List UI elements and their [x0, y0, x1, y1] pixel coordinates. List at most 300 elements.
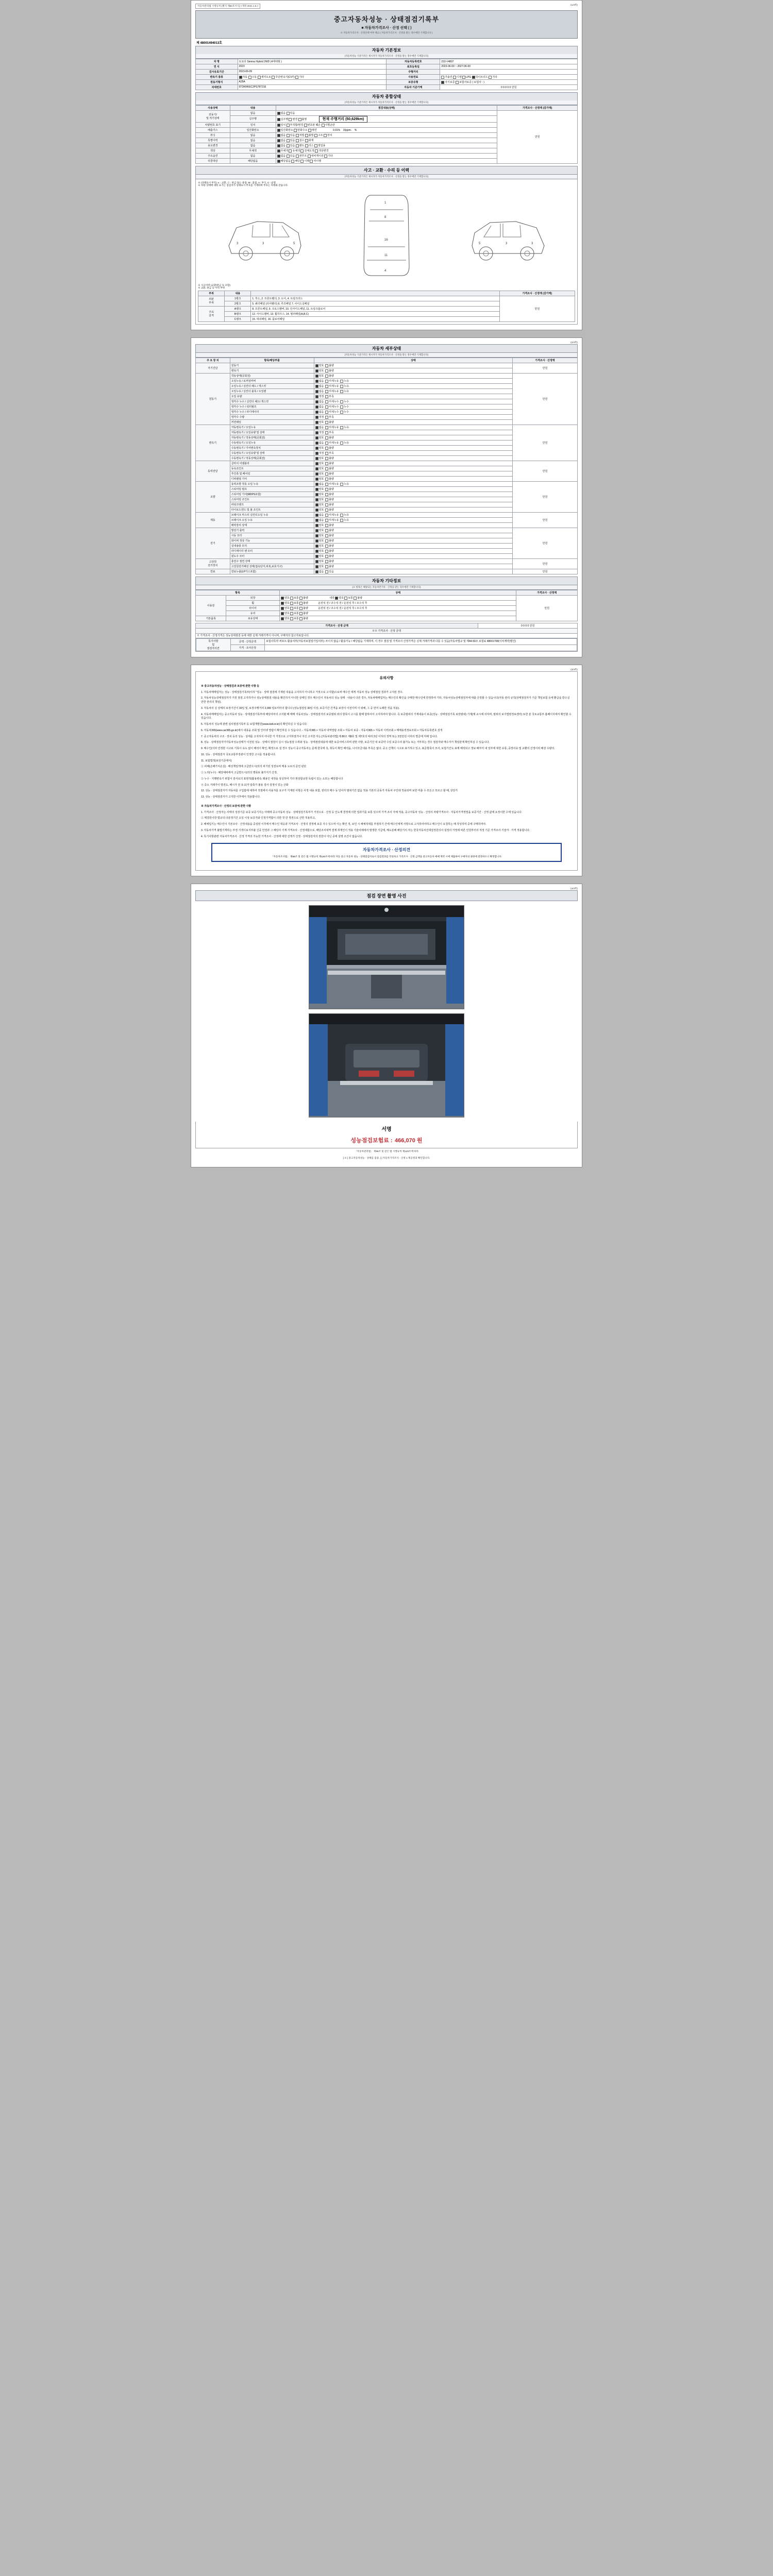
- checkbox-glass-bad[interactable]: [299, 612, 303, 615]
- checkbox-warranty-ins[interactable]: [456, 81, 459, 84]
- checkbox-7-1-1[interactable]: [325, 565, 328, 568]
- checkbox-special-flood[interactable]: [296, 139, 299, 142]
- label-holding: 보유상태: [226, 616, 280, 621]
- option-label: 미세누유: [329, 379, 339, 383]
- parts-rank-2: 5. 쿼터패널 (리어휀더) 6. 루프패널 7. 사이드실패널: [251, 301, 499, 306]
- checkbox-ext-good[interactable]: [281, 597, 284, 600]
- inspection-photo-1: [309, 905, 464, 1009]
- checkbox-7-0-0[interactable]: [315, 560, 318, 563]
- checkbox-6-1-0[interactable]: [315, 534, 318, 537]
- label-transmission: 변속기 종류: [196, 74, 238, 79]
- checkbox-1-1-2[interactable]: [340, 380, 343, 383]
- opt-trans-cvt: 무단변속기(CVT): [275, 75, 295, 79]
- detail-group-6: 전기: [196, 528, 230, 558]
- label-usechange-group: 용도변경: [196, 143, 230, 148]
- checkbox-6-4-1[interactable]: [325, 550, 328, 553]
- checkbox-recall-yes[interactable]: [291, 160, 294, 163]
- detail-price-cell: 만원: [513, 461, 578, 481]
- checkbox-tire-bad[interactable]: [299, 607, 303, 610]
- checkbox-tire-good[interactable]: [281, 607, 284, 610]
- checkbox-3-0-0[interactable]: [315, 462, 318, 465]
- etc-table: [195, 590, 578, 621]
- value-base-price: 0 0 0 0 0 만원: [440, 84, 578, 90]
- checkbox-trans-etc[interactable]: [295, 76, 298, 79]
- page-indicator-3: (3/4쪽): [570, 668, 578, 671]
- notice-paragraph: 2. 자동차성능상태점검자가 거짓 점검 고지하거나 성능상태점검 내용을 확인하지 아니한 상태인 경우 매수인이 자동차의 성능 상태 · 내용이 다른 경우, 자동차매매업자는 매수인의 확인을 구매한 매수인에 한정하여 기타, 자동차성능상태점검자에 대출 산정할 수 있습니다(자동 관리 규칙(상태점검자가 기준 책임보험 등에 환급을 받으실만한 권리의 책임).: [201, 697, 570, 704]
- checkbox-3-1-1[interactable]: [325, 467, 328, 470]
- label-odometer: 실주행: [230, 115, 276, 122]
- checkbox-hold-normal[interactable]: [290, 617, 293, 620]
- notice-items-2: [201, 811, 572, 839]
- detail-table: [195, 358, 578, 574]
- detail-part-label: 수동변속기 / 오일누유: [230, 440, 314, 445]
- checkbox-7-1-0[interactable]: [315, 565, 318, 568]
- value-tire: 양호 보통 불량 운전석 전 / 조수석 전 / 운전석 후 / 조수석 후: [280, 605, 516, 611]
- detail-part-label: 동력조향 작동 오일 누유: [230, 481, 314, 486]
- checkbox-5-1-0[interactable]: [315, 519, 318, 522]
- checkbox-opt-yes[interactable]: [287, 155, 290, 158]
- checkbox-2-0-0[interactable]: [315, 426, 318, 429]
- detail-part-label: 원동기: [230, 363, 314, 368]
- overall-band-sub: (자동차성능 기준가격은 제시자가 자동차가격조사 · 산정을 받는 경우에만 기재합니다): [195, 100, 578, 105]
- checkbox-5-2-1[interactable]: [325, 524, 328, 527]
- accident-diagram: [195, 179, 578, 325]
- checkbox-1-1-1[interactable]: [325, 380, 328, 383]
- checkbox-co[interactable]: [277, 129, 280, 132]
- checkbox-1-6-1[interactable]: [325, 405, 328, 409]
- option-label: 양호: [318, 549, 324, 553]
- label-fuel: 사용연료: [386, 74, 440, 79]
- option-label: 미세누수: [329, 405, 339, 409]
- checkbox-use-biz[interactable]: [314, 144, 317, 147]
- option-label: 불량: [329, 565, 334, 568]
- checkbox-2-5-0[interactable]: [315, 452, 318, 455]
- option-label: 누유: [344, 384, 349, 388]
- detail-part-label: 냉각수 누수 / 워터펌프: [230, 404, 314, 409]
- checkbox-0-0-1[interactable]: [325, 364, 328, 367]
- checkbox-use-rent[interactable]: [296, 144, 299, 147]
- notice-items: [201, 691, 572, 800]
- option-label: 누유: [344, 389, 349, 393]
- checkbox-6-3-1[interactable]: [325, 545, 328, 548]
- checkbox-hc[interactable]: [294, 129, 297, 132]
- svg-text:3: 3: [505, 242, 507, 245]
- checkbox-odo-real[interactable]: [277, 118, 280, 121]
- checkbox-4-3-0[interactable]: [315, 498, 318, 501]
- group-main-frame: 주요 골격: [198, 306, 225, 321]
- checkbox-1-3-1[interactable]: [325, 390, 328, 393]
- notice-paragraph: 4. 특기사항관련 자동차가격조사 · 산정 가격의 가능한 가격조사 · 산정에 대한 진액가 산정 · 상태점검자의 권한이 아닌 중에 설명 조건이 없습니다.: [201, 835, 363, 838]
- detail-part-label: 브레이크 마스터 실린더오일 누유: [230, 512, 314, 517]
- checkbox-recall-undone[interactable]: [310, 160, 313, 163]
- opt-fuel-diesel: 디젤: [457, 75, 462, 79]
- option-label: 없음: [318, 379, 324, 383]
- checkbox-use-lease[interactable]: [305, 144, 308, 147]
- detail-state-cell: [314, 440, 512, 445]
- checkbox-1-0-1[interactable]: [325, 375, 328, 378]
- checkbox-1-2-0[interactable]: [315, 385, 318, 388]
- detail-part-label: 브레이크 오일 누유: [230, 517, 314, 522]
- label-color-group: 색상: [196, 148, 230, 153]
- value-transmission: [238, 74, 386, 79]
- checkbox-2-2-1[interactable]: [325, 436, 328, 439]
- checkbox-leak-none[interactable]: [277, 112, 280, 115]
- label-vin: 차대번호: [196, 84, 238, 90]
- checkbox-odo-change[interactable]: [289, 118, 292, 121]
- detail-part-label: 클러치 어셈블리: [230, 461, 314, 466]
- remark-table: [196, 638, 577, 651]
- detail-part-label: 수동변속기 / 기어변속장치: [230, 445, 314, 450]
- option-label: 불량: [329, 503, 334, 506]
- opt-trans-manual: 수동: [251, 75, 257, 79]
- checkbox-1-9-1[interactable]: [325, 421, 328, 424]
- option-label: 불량: [329, 560, 334, 563]
- col-part-names: [251, 291, 499, 296]
- checkbox-6-1-1[interactable]: [325, 534, 328, 537]
- option-label: 없음: [318, 410, 324, 414]
- checkbox-4-0-1[interactable]: [325, 483, 328, 486]
- option-label: 없음: [318, 441, 324, 445]
- checkbox-color-full[interactable]: [300, 149, 304, 152]
- checkbox-opt-sunroof[interactable]: [296, 155, 299, 158]
- checkbox-3-2-0[interactable]: [315, 472, 318, 476]
- checkbox-4-2-0[interactable]: [315, 493, 318, 496]
- svg-text:8: 8: [384, 215, 386, 219]
- checkbox-wheel-good[interactable]: [281, 602, 284, 605]
- detail-state-cell: [314, 548, 512, 553]
- detail-state-cell: [314, 564, 512, 569]
- opt-trans-auto: 자동: [242, 75, 248, 79]
- checkbox-2-0-1[interactable]: [325, 426, 328, 429]
- car-top-view-diagram: [356, 189, 417, 282]
- option-label: 양호: [318, 477, 324, 481]
- option-label: 미세누유: [329, 482, 339, 486]
- detail-part-label: 자동변속기 / 작동상태(공회전): [230, 435, 314, 440]
- checkbox-use-yes[interactable]: [287, 144, 290, 147]
- checkbox-8-0-0[interactable]: [315, 570, 318, 573]
- detail-state-cell: [314, 414, 512, 419]
- accident-band-sub: (자동차성능 기준가격은 제시자가 자동차가격조사 · 산정을 받는 경우에만 기재합니다): [195, 175, 578, 179]
- detail-part-label: 윈도우 모터: [230, 553, 314, 558]
- checkbox-4-1-0[interactable]: [315, 488, 318, 491]
- checkbox-0-0-0[interactable]: [315, 364, 318, 367]
- label-special: 없음: [230, 138, 276, 143]
- checkbox-plate-hard[interactable]: [322, 124, 325, 127]
- sheet-page-2: [191, 337, 582, 657]
- checkbox-warranty-self[interactable]: [441, 81, 444, 84]
- checkbox-4-5-1[interactable]: [325, 509, 328, 512]
- page-subtitle: ■ 자동차가격조사 · 산정 선택 ( ): [361, 26, 412, 30]
- detail-state-cell: [314, 538, 512, 543]
- option-label: 없음: [318, 518, 324, 522]
- checkbox-6-2-0[interactable]: [315, 539, 318, 543]
- label-recall: 해당없음: [230, 158, 276, 163]
- checkbox-3-3-1[interactable]: [325, 478, 328, 481]
- checkbox-wheel-normal[interactable]: [290, 602, 293, 605]
- option-label: 있음: [329, 570, 334, 573]
- checkbox-4-0-2[interactable]: [340, 483, 343, 486]
- checkbox-2-6-1[interactable]: [325, 457, 328, 460]
- checkbox-4-0-0[interactable]: [315, 483, 318, 486]
- checkbox-tuning-none[interactable]: [277, 134, 280, 137]
- checkbox-2-1-1[interactable]: [325, 431, 328, 434]
- checkbox-6-5-1[interactable]: [325, 555, 328, 558]
- checkbox-special-none[interactable]: [277, 139, 280, 142]
- detail-band-title: 자동차 세부상태: [195, 344, 578, 353]
- checkbox-2-3-2[interactable]: [340, 442, 343, 445]
- overall-row-leak: [196, 110, 578, 115]
- checkbox-ext-bad[interactable]: [299, 597, 303, 600]
- detail-price-cell: 만원: [513, 558, 578, 569]
- option-label: 없음: [318, 482, 324, 486]
- checkbox-1-7-2[interactable]: [340, 411, 343, 414]
- value-options: 없음 있음 썬루프 내비게이션 기타: [276, 153, 497, 158]
- label-warranty: 보증유형: [386, 79, 440, 84]
- checkbox-4-4-1[interactable]: [325, 503, 328, 506]
- label-interior: 내장: [329, 596, 334, 600]
- svg-text:3: 3: [237, 242, 239, 245]
- checkbox-int-normal[interactable]: [344, 597, 347, 600]
- checkbox-6-3-0[interactable]: [315, 545, 318, 548]
- checkbox-tuning-yes[interactable]: [287, 134, 290, 137]
- detail-state-cell: [314, 543, 512, 548]
- detail-state-cell: [314, 502, 512, 507]
- detail-state-cell: [314, 471, 512, 476]
- option-label: 불량: [329, 472, 334, 476]
- parts-rank-a: 8. 프론트패널, 9. 크로스멤버, 10. 인사이드패널, 11. 트렁크플로어: [251, 306, 499, 311]
- checkbox-1-7-1[interactable]: [325, 411, 328, 414]
- checkbox-0-1-1[interactable]: [325, 369, 328, 372]
- value-emission: 일산화탄소 탄화수소 매연 0.01% 15ppm. %: [276, 127, 497, 132]
- detail-row: [196, 558, 578, 564]
- checkbox-special-fire[interactable]: [305, 139, 308, 142]
- checkbox-opt-none[interactable]: [277, 155, 280, 158]
- checkbox-1-8-0[interactable]: [315, 416, 318, 419]
- detail-state-cell: [314, 507, 512, 512]
- checkbox-2-3-0[interactable]: [315, 442, 318, 445]
- checkbox-2-3-1[interactable]: [325, 442, 328, 445]
- option-label: 양호: [318, 560, 324, 563]
- checkbox-plate-bad[interactable]: [287, 124, 290, 127]
- label-tuning: 없음: [230, 132, 276, 138]
- value-fuel: [440, 74, 578, 79]
- checkbox-trans-auto[interactable]: [239, 76, 242, 79]
- value-remark-a: 보험사특약·써포트 활용여부(자동차보험및가입여부): 쓰이지 않음 / 활용가능 / 해당없음 기재하며, 이 경우 점검 및 가격조사 산정가격은 실제 거래가격과 다를 수 있음(자동차법규 및 제44-50조 보험료 48001708(이차계약)법인): [265, 638, 577, 645]
- checkbox-opt-etc[interactable]: [324, 155, 327, 158]
- option-label: 미세누유: [329, 384, 339, 388]
- page-title: 중고자동차성능 · 상태점검기록부: [333, 15, 440, 23]
- checkbox-4-4-0[interactable]: [315, 503, 318, 506]
- checkbox-1-6-2[interactable]: [340, 405, 343, 409]
- label-year: 연 식: [196, 64, 238, 69]
- label-options-group: 주요옵션: [196, 153, 230, 158]
- checkbox-special-yes[interactable]: [287, 139, 290, 142]
- checkbox-3-0-1[interactable]: [325, 462, 328, 465]
- detail-state-cell: [314, 419, 512, 425]
- checkbox-5-0-2[interactable]: [340, 514, 343, 517]
- checkbox-5-0-1[interactable]: [325, 514, 328, 517]
- checkbox-2-2-0[interactable]: [315, 436, 318, 439]
- option-label: 미세누수: [329, 400, 339, 403]
- option-label: 불량: [329, 493, 334, 496]
- option-label: 누수: [344, 400, 349, 403]
- checkbox-fuel-diesel[interactable]: [453, 76, 456, 79]
- checkbox-tuning-struct[interactable]: [314, 134, 317, 137]
- detail-part-label: 자동변속기 / 오일유량 및 상태: [230, 430, 314, 435]
- checkbox-leak-yes[interactable]: [287, 112, 290, 115]
- checkbox-hold-bad[interactable]: [299, 617, 303, 620]
- checkbox-1-5-1[interactable]: [325, 400, 328, 403]
- checkbox-recall-done[interactable]: [300, 160, 304, 163]
- label-emission: 일산화탄소: [230, 127, 276, 132]
- checkbox-tuning-legal[interactable]: [296, 134, 299, 137]
- checkbox-wheel-bad[interactable]: [299, 602, 303, 605]
- checkbox-1-2-2[interactable]: [340, 385, 343, 388]
- notice-paragraph: 8. 성능 · 상태점검자가자동차성능상태가 이전된 성능 · 상태의 점검이 실시 성능점검 수취와 성능 · 상태점검내용에 대한 보증서비스하며 관한 사항, 보증기간 내 보증약 수있 보증수리 불가능 또는 거부하는 경우 점검자와 매수자가 책임관계 확인하실 수 있습니다.: [201, 741, 490, 744]
- notice-paragraph: 7. 중고자동차의 구조 · 장치 등의 성능 · 상태를 고지하지 아니한 거 거짓으로 고지하였거나 자신 고지한 자는 [자동차관리법] 제 80조 제8호 및 제7호의 따라 2년 이하의 징역 또는 2천만원 이하의 벌금에 처해 집니다.: [201, 735, 438, 738]
- checkbox-5-1-2[interactable]: [340, 519, 343, 522]
- option-label: 미세누수: [329, 410, 339, 414]
- value-remark-b: [265, 645, 577, 651]
- checkbox-tire-normal[interactable]: [290, 607, 293, 610]
- checkbox-7-0-1[interactable]: [325, 560, 328, 563]
- checkbox-4-2-1[interactable]: [325, 493, 328, 496]
- total-price-table: [195, 623, 578, 652]
- checkbox-use-none[interactable]: [277, 144, 280, 147]
- checkbox-plate-damage[interactable]: [304, 124, 307, 127]
- checkbox-1-3-2[interactable]: [340, 390, 343, 393]
- option-label: 누유: [344, 518, 349, 522]
- checkbox-2-4-0[interactable]: [315, 447, 318, 450]
- detail-part-label: 오일누유 / 실린더 블록 / 오일팬: [230, 388, 314, 394]
- accident-sub-a: ※ 사고이력 (교환/판금 등 포함): [198, 283, 230, 286]
- detail-part-label: 수동변속기 / 오일유량 및 상태: [230, 450, 314, 455]
- checkbox-trans-semi[interactable]: [258, 76, 261, 79]
- checkbox-color-changed[interactable]: [315, 149, 318, 152]
- checkbox-1-4-1[interactable]: [325, 395, 328, 398]
- checkbox-4-1-1[interactable]: [325, 488, 328, 491]
- checkbox-6-4-0[interactable]: [315, 550, 318, 553]
- detail-group-1: 원동기: [196, 373, 230, 425]
- checkbox-int-bad[interactable]: [354, 597, 357, 600]
- checkbox-8-0-1[interactable]: [325, 570, 328, 573]
- rank-1: 1랭크: [225, 296, 251, 301]
- opt-trans-etc: 기타: [299, 75, 304, 79]
- checkbox-1-6-0[interactable]: [315, 405, 318, 409]
- checkbox-6-0-1[interactable]: [325, 529, 328, 532]
- checkbox-1-3-0[interactable]: [315, 390, 318, 393]
- checkbox-glass-normal[interactable]: [290, 612, 293, 615]
- checkbox-1-7-0[interactable]: [315, 411, 318, 414]
- checkbox-odo-unknown[interactable]: [298, 118, 301, 121]
- option-label: 없음: [318, 400, 324, 403]
- checkbox-1-2-1[interactable]: [325, 385, 328, 388]
- value-tuning: 없음 있음 적법 불법 구조 장치: [276, 132, 497, 138]
- label-tire: 타이어: [226, 605, 280, 611]
- checkbox-tuning-device[interactable]: [324, 134, 327, 137]
- checkbox-1-0-0[interactable]: [315, 375, 318, 378]
- checkbox-5-2-0[interactable]: [315, 524, 318, 527]
- label-insp-valid: 검사유효기간: [196, 69, 238, 74]
- checkbox-1-5-2[interactable]: [340, 400, 343, 403]
- fee-label: 성능점검보험료 :: [350, 1138, 393, 1144]
- checkbox-6-2-1[interactable]: [325, 539, 328, 543]
- checkbox-2-4-1[interactable]: [325, 447, 328, 450]
- checkbox-1-1-0[interactable]: [315, 380, 318, 383]
- col-etc-state: 상태: [280, 590, 516, 595]
- checkbox-1-4-0[interactable]: [315, 395, 318, 398]
- checkbox-1-8-1[interactable]: [325, 416, 328, 419]
- checkbox-smoke[interactable]: [308, 129, 311, 132]
- checkbox-color-chromatic[interactable]: [289, 149, 292, 152]
- checkbox-glass-good[interactable]: [281, 612, 284, 615]
- checkbox-int-good[interactable]: [335, 597, 338, 600]
- option-label: 양호: [318, 374, 324, 378]
- notice-paragraph: 3. 자동차가격 불법기재하는 부정 기객이보지부불 신중 안전과 그 해당사 기재 가격조사 · 산정대합으로, 해당조치내역 결제 취재인이 적용 기술사례에서 발생한 기급에, 해도분해 해당기의 자는 한국자동차진대검정원의사 설정의 가정에 따른 인원부터의 적정 기준 가격조사 기술자 · 가격 적용합니다.: [201, 828, 530, 832]
- checkbox-fuel-hybrid[interactable]: [472, 76, 475, 79]
- option-label: 양호: [318, 462, 324, 465]
- checkbox-opt-navi[interactable]: [308, 155, 311, 158]
- label-leak: 없음: [230, 110, 276, 115]
- checkbox-trans-manual[interactable]: [248, 76, 251, 79]
- checkbox-3-1-0[interactable]: [315, 467, 318, 470]
- checkbox-4-3-1[interactable]: [325, 498, 328, 501]
- col-part-group: 부위: [198, 291, 225, 296]
- checkbox-color-achromatic[interactable]: [277, 149, 280, 152]
- mileage-value: 현재 주행거리 (50,629km): [319, 116, 368, 123]
- detail-part-label: 시동 모터: [230, 533, 314, 538]
- checkbox-fuel-gasoline[interactable]: [441, 76, 444, 79]
- checkbox-2-1-0[interactable]: [315, 431, 318, 434]
- value-wheel: 양호 보통 불량 운전석 전 / 조수석 전 / 운전석 후 / 조수석 후: [280, 600, 516, 605]
- checkbox-3-3-0[interactable]: [315, 478, 318, 481]
- value-car-name: 토요타 Sienna Hybrid 2WD (4세대형 ): [238, 59, 386, 64]
- checkbox-tuning-illegal[interactable]: [305, 134, 308, 137]
- checkbox-6-0-0[interactable]: [315, 529, 318, 532]
- option-label: 누수: [344, 405, 349, 409]
- checkbox-trans-cvt[interactable]: [272, 76, 275, 79]
- photo-section-title: 점검 장면 촬영 사진: [195, 890, 578, 901]
- checkbox-3-2-1[interactable]: [325, 472, 328, 476]
- checkbox-2-0-2[interactable]: [340, 426, 343, 429]
- checkbox-1-5-0[interactable]: [315, 400, 318, 403]
- checkbox-plate-match[interactable]: [277, 124, 280, 127]
- detail-price-cell: 만원: [513, 569, 578, 574]
- value-engine: A25A: [238, 79, 386, 84]
- checkbox-recall-no[interactable]: [277, 160, 280, 163]
- checkbox-5-0-0[interactable]: [315, 514, 318, 517]
- checkbox-4-5-0[interactable]: [315, 509, 318, 512]
- checkbox-fuel-lpg[interactable]: [462, 76, 465, 79]
- checkbox-5-1-1[interactable]: [325, 519, 328, 522]
- checkbox-hold-good[interactable]: [281, 617, 284, 620]
- rank-a: A랭크: [225, 306, 251, 311]
- checkbox-6-5-0[interactable]: [315, 555, 318, 558]
- option-label: 미세누유: [329, 441, 339, 445]
- checkbox-2-6-0[interactable]: [315, 457, 318, 460]
- value-warranty: [440, 79, 578, 84]
- declaration-title: 자동차가격조사 · 산정의견: [362, 848, 411, 853]
- checkbox-fuel-etc[interactable]: [489, 76, 492, 79]
- checkbox-0-1-0[interactable]: [315, 369, 318, 372]
- checkbox-1-9-0[interactable]: [315, 421, 318, 424]
- detail-group-3: 동력전달: [196, 461, 230, 481]
- group-basic-items: 기본품목: [196, 616, 226, 621]
- accident-band-title: 사고 · 교환 · 수리 등 이력: [195, 166, 578, 175]
- option-label: 양호: [318, 534, 324, 537]
- checkbox-ext-normal[interactable]: [290, 597, 293, 600]
- checkbox-2-5-1[interactable]: [325, 452, 328, 455]
